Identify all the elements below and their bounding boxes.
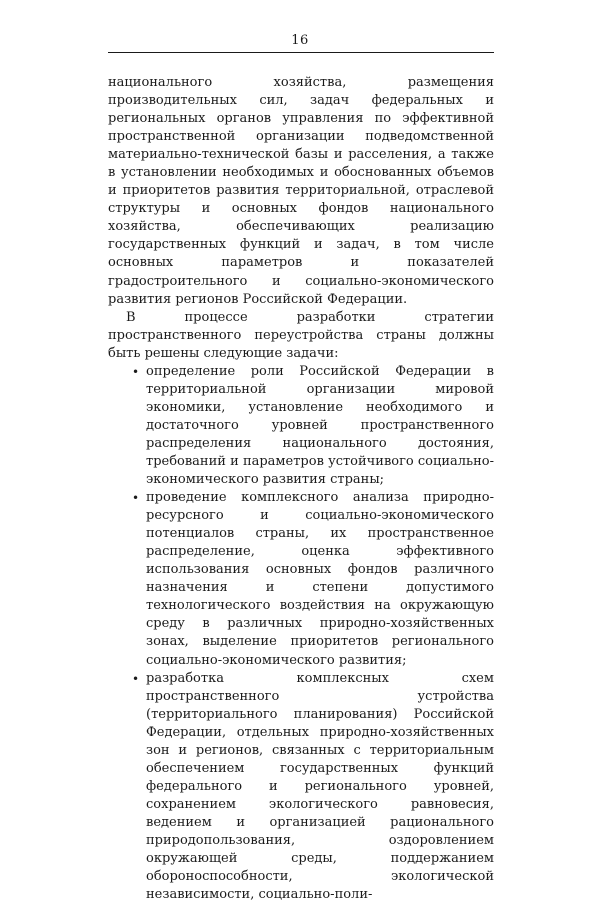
- body-text: [108, 74, 494, 904]
- list-item-text: проведение комплексного анализа природно-ресурсного и социально-экономического потенциалов страны, их пространственное распределение, оценка эффективного использования основных фондов различного назначения и степени допустимого технологического воздействия на окружающую среду в различных природно-хозяйственных зонах, выделение приоритетов регионального социально-экономического развития;: [146, 490, 494, 668]
- paragraph-tasks-intro: В процессе разработки стратегии пространственного переустройства страны должны быть решены следующие задачи:: [108, 309, 494, 361]
- bullet-icon: •: [132, 671, 140, 686]
- list-item: [108, 363, 494, 489]
- bullet-icon: •: [132, 491, 140, 506]
- list-item: [108, 670, 494, 904]
- bullet-icon: •: [132, 364, 140, 379]
- list-item-text: определение роли Российской Федерации в территориальной организации мировой экономики, установление необходимого и достаточного уровней пространственного распределения национального достояния, требований и параметров устойчивого социально-экономического развития страны;: [146, 363, 494, 488]
- tasks-list: [108, 363, 494, 904]
- list-item: [108, 489, 494, 669]
- list-item-text: разработка комплексных схем пространственного устройства (территориального планирования) Российской Федерации, отдельных природно-хозяйственных зон и регионов, связанных с территориальным обеспечением государственных функций федерального и регионального уровней, сохранением экологического равновесия, ведением и организацией рационального природопользования, оздоровлением окружающей среды, поддержанием обороноспособности, экологической независимости, социально-поли-: [146, 670, 494, 903]
- paragraph-continuation: национального хозяйства, размещения производительных сил, задач федеральных и региональных органов управления по эффективной пространственной организации подведомственной материально-технической базы и расселения, а также в установлении необходимых и обоснованных объемов и приоритетов развития территориальной, отраслевой структуры и основных фондов национального хозяйства, обеспечивающих реализацию государственных функций и задач, в том числе основных параметров и показателей градостроительного и социально-экономического развития регионов Российской Федерации.: [108, 75, 494, 307]
- page-number: 16: [291, 33, 309, 48]
- header-rule: [108, 52, 494, 53]
